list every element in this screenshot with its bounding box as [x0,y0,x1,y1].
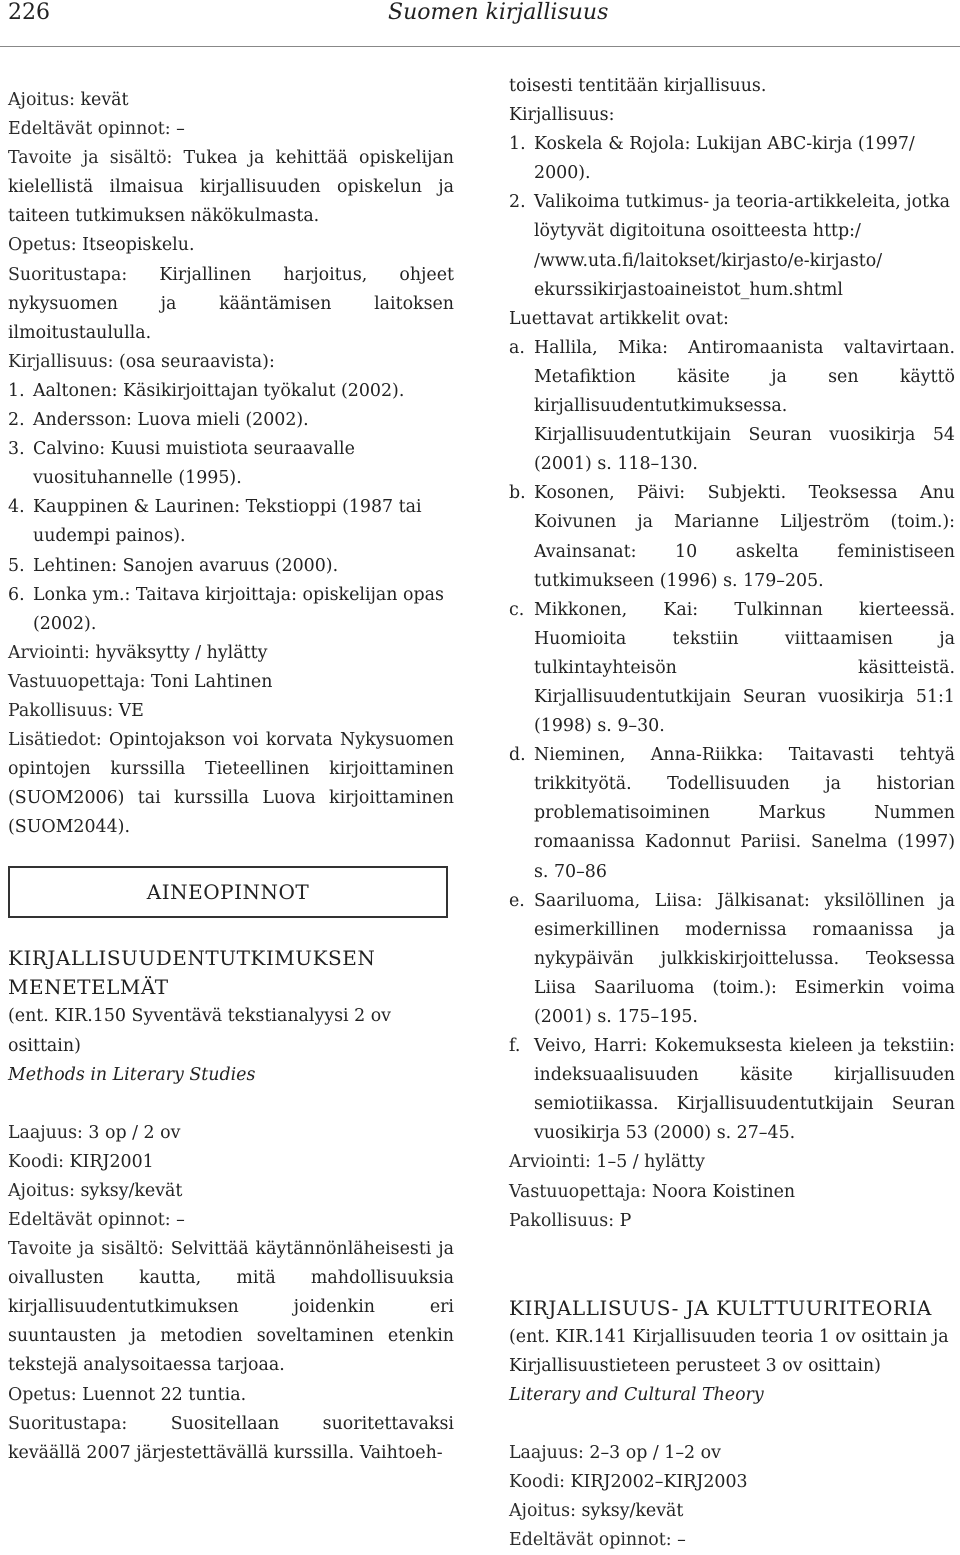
list-item: e. Saariluoma, Liisa: Jälkisanat: yksilöllinen ja esimerkillinen modernissa romaanissa ja nykypäivän julkkiskirjoittelussa. Teoksessa Liisa Saariluoma (toim.): Esimerkin voima (2001) s. 175–195. [509,890,955,1027]
course-info-block-1 [8,86,454,377]
continued-text: toisesti tentitään kirjallisuus. [509,76,767,96]
list-item: 2. Valikoima tutkimus- ja teoria-artikkeleita, jotka löytyvät digitoituna osoitteesta http:/ /www.uta.fi/laitokset/kirjasto/e-kirjasto/ ekurssikirjastoaineistot_hum.shtml [509,192,951,300]
field-row: Vastuuopettaja: Noora Koistinen [509,1181,796,1202]
list-item: b. Kosonen, Päivi: Subjekti. Teoksessa Anu Koivunen ja Marianne Liljeström (toim.): Avainsanat: 10 askelta feministiseen tutkimukseen (1996) s. 179–205. [509,483,955,591]
field-row: Pakollisuus: P [509,1210,632,1231]
list-item: 3. Calvino: Kuusi muistiota seuraavalle vuosituhannelle (1995). [8,439,355,489]
left-column [8,86,454,1468]
articles-label: Luettavat artikkelit ovat: [509,308,729,329]
list-item: 1. Koskela & Rojola: Lukijan ABC-kirja (1997/ 2000). [509,134,915,184]
field-row: Laajuus: 3 op / 2 ov [8,1122,181,1143]
section-title: KIRJALLISUUDENTUTKIMUKSEN [8,946,376,971]
page-number: 226 [8,0,50,25]
running-title: Suomen kirjallisuus [388,0,609,25]
field-row: Kirjallisuus: (osa seuraavista): [8,351,275,372]
course-info-block-4 [509,1148,955,1235]
field-row: Opetus: Luennot 22 tuntia. [8,1384,247,1405]
section-title: KIRJALLISUUS- JA KULTTUURITEORIA [509,1295,932,1320]
course-info-block-2 [8,639,454,843]
list-item: 6. Lonka ym.: Taitava kirjoittaja: opiskelijan opas (2002). [8,584,444,634]
literature-label: Kirjallisuus: [509,105,615,126]
list-item: 4. Kauppinen & Laurinen: Tekstioppi (1987 tai uudempi painos). [8,497,422,547]
course-info-block-3 [8,1119,454,1468]
course-info-block-5 [509,1439,955,1555]
page-header [0,0,960,47]
list-item: d. Nieminen, Anna-Riikka: Taitavasti tehtyä trikkityötä. Todellisuuden ja historian problematisoiminen Markus Nummen romaanissa Kadonnut Pariisi. Sanelma (1997) s. 70–86 [509,745,955,882]
course-code: (ent. KIR.150 Syventävä tekstianalyysi 2 ov osittain) [8,1006,392,1056]
field-row: Tavoite ja sisältö: Selvittää käytännönläheisesti ja oivallusten kautta, mitä mahdollisuuksia kirjallisuudentutkimuksen joidenkin eri suuntausten ja metodien soveltaminen etenkin tekstejä analysoitaessa tarjoaa. [8,1239,454,1376]
course-code: (ent. KIR.141 Kirjallisuuden teoria 1 ov osittain ja Kirjallisuustieteen perusteet 3 ov osittain) [509,1326,949,1376]
section-title: MENETELMÄT [8,975,169,1000]
right-column [509,72,955,1555]
field-row: Edeltävät opinnot: – [8,1210,185,1230]
field-row: Ajoitus: syksy/kevät [8,1180,183,1201]
list-item: c. Mikkonen, Kai: Tulkinnan kierteessä. Huomioita tekstiin viittaamisen ja tulkintayhteisön käsitteistä. Kirjallisuudentutkijain Seuran vuosikirja 51:1 (1998) s. 9–30. [509,599,955,737]
field-row: Koodi: KIRJ2001 [8,1151,154,1172]
list-item: 2. Andersson: Luova mieli (2002). [8,410,309,431]
field-row: Suoritustapa: Kirjallinen harjoitus, ohjeet nykysuomen ja kääntämisen laitoksen ilmoitustaululla. [8,264,454,343]
list-item: 5. Lehtinen: Sanojen avaruus (2000). [8,555,339,576]
field-row: Pakollisuus: VE [8,700,144,721]
field-row: Arviointi: hyväksytty / hylätty [8,642,268,663]
list-item: f. Veivo, Harri: Kokemuksesta kieleen ja tekstiin: indeksuaalisuuden käsite kirjallisuuden semiotiikassa. Kirjallisuudentutkijain Seuran vuosikirja 53 (2000) s. 27–45. [509,1036,955,1144]
field-row: Vastuuopettaja: Toni Lahtinen [8,671,273,692]
list-item: a. Hallila, Mika: Antiromaanista valtavirtaan. Metafiktion käsite ja sen käyttö kirjallisuudentutkimuksessa. Kirjallisuudentutkijain Seuran vuosikirja 54 (2001) s. 118–130. [509,337,955,475]
articles-list [509,334,955,1149]
field-row: Edeltävät opinnot: – [509,1530,686,1551]
field-row: Lisätiedot: Opintojakson voi korvata Nykysuomen opintojen kurssilla Tieteellinen kirjoittaminen (SUOM2006) tai kurssilla Luova kirjoittaminen (SUOM2044). [8,730,454,838]
list-item: 1. Aaltonen: Käsikirjoittajan työkalut (2002). [8,380,405,401]
section-box-aineopinnot: AINEOPINNOT [8,866,448,918]
field-row: Suoritustapa: Suositellaan suoritettavaksi keväällä 2007 järjestettävällä kurssilla. Vaihtoeh- [8,1413,454,1463]
field-row: Opetus: Itseopiskelu. [8,235,195,256]
field-row: Arviointi: 1–5 / hylätty [509,1152,705,1173]
field-row: Laajuus: 2–3 op / 1–2 ov [509,1443,721,1464]
field-row: Ajoitus: kevät [8,90,129,110]
literature-list [8,377,454,639]
course-english-title: Literary and Cultural Theory [509,1384,764,1405]
field-row: Ajoitus: syksy/kevät [509,1501,684,1522]
field-row: Koodi: KIRJ2002–KIRJ2003 [509,1472,748,1493]
course-english-title: Methods in Literary Studies [8,1064,256,1085]
field-row: Edeltävät opinnot: – [8,119,185,140]
field-row: Tavoite ja sisältö: Tukea ja kehittää opiskelijan kielellistä ilmaisua kirjallisuuden opiskelun ja taiteen tutkimuksen näkökulmasta. [8,148,454,227]
literature-list [509,130,955,305]
